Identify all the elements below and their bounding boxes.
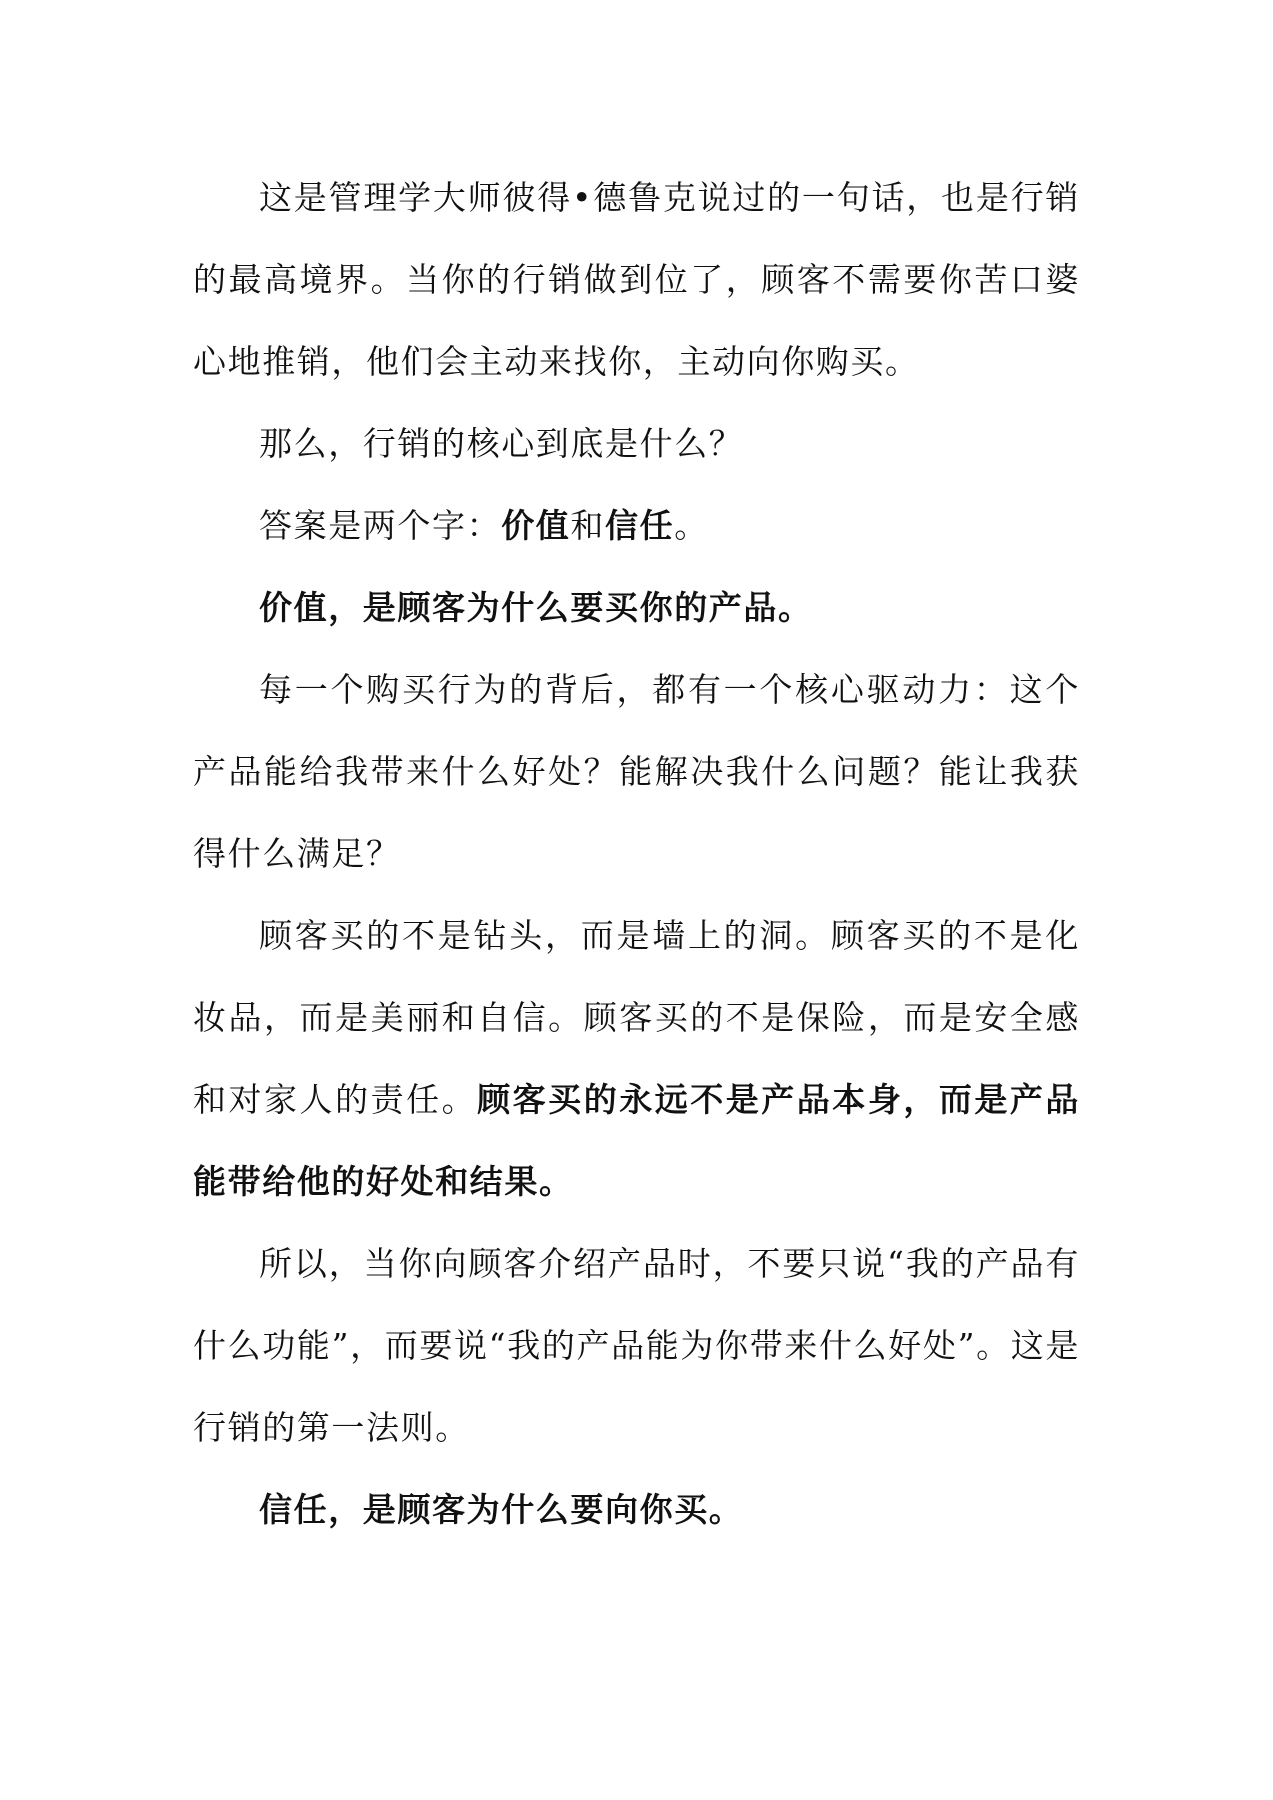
paragraph-2-text: 那么，行销的核心到底是什么？ xyxy=(259,424,744,463)
paragraph-6 xyxy=(193,895,1080,1223)
paragraph-7 xyxy=(193,1223,1080,1469)
paragraph-2 xyxy=(193,403,1080,485)
paragraph-3-bold-value: 价值 xyxy=(501,506,571,545)
document-body xyxy=(193,157,1080,1551)
paragraph-3-bold-trust: 信任 xyxy=(605,506,675,545)
paragraph-5-text: 每一个购买行为的背后，都有一个核心驱动力：这个产品能给我带来什么好处？能解决我什么问题？能让我获得什么满足？ xyxy=(193,670,1080,873)
heading-trust xyxy=(193,1469,1080,1551)
paragraph-3-text-a: 答案是两个字： xyxy=(259,506,502,545)
heading-value xyxy=(193,567,1080,649)
paragraph-7-text: 所以，当你向顾客介绍产品时，不要只说“我的产品有什么功能”，而要说“我的产品能为你带来什么好处”。这是行销的第一法则。 xyxy=(193,1244,1080,1447)
paragraph-3-text-b: 和 xyxy=(570,506,606,545)
paragraph-6-bold-text: 顾客买的永远不是产品本身，而是产品能带给他的好处和结果。 xyxy=(193,1080,1080,1201)
paragraph-3 xyxy=(193,485,1080,567)
heading-value-text: 价值，是顾客为什么要买你的产品。 xyxy=(259,588,813,627)
paragraph-3-text-c: 。 xyxy=(674,506,709,545)
paragraph-1 xyxy=(193,157,1080,403)
paragraph-5 xyxy=(193,649,1080,895)
heading-trust-text: 信任，是顾客为什么要向你买。 xyxy=(259,1490,744,1529)
paragraph-1-text: 这是管理学大师彼得•德鲁克说过的一句话，也是行销的最高境界。当你的行销做到位了，顾客不需要你苦口婆心地推销，他们会主动来找你，主动向你购买。 xyxy=(193,178,1080,381)
paragraph-6-text: 顾客买的不是钻头，而是墙上的洞。顾客买的不是化妆品，而是美丽和自信。顾客买的不是保险，而是安全感和对家人的责任。 xyxy=(193,916,1080,1119)
